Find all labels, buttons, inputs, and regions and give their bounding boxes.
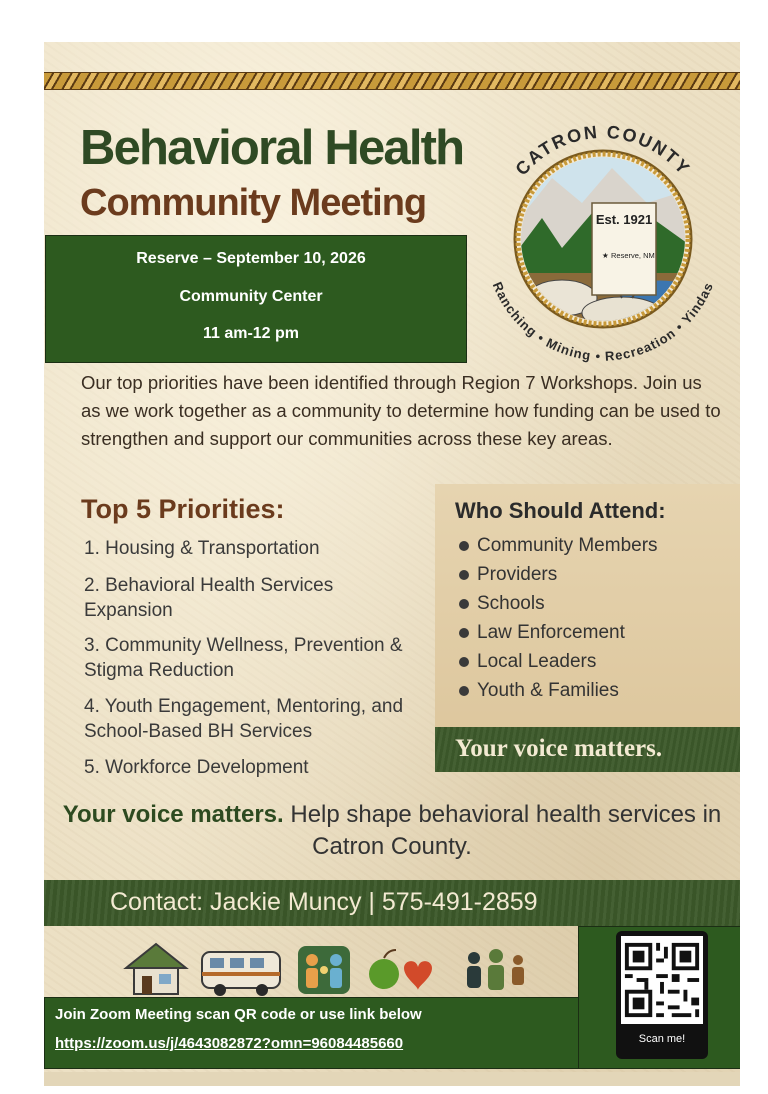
- attendee-item: Law Enforcement: [459, 622, 625, 644]
- qr-code-icon: [621, 936, 703, 1024]
- seal-town: Reserve, NM: [611, 251, 655, 260]
- icon-row: [122, 940, 572, 998]
- event-location-date: Reserve – September 10, 2026: [136, 250, 366, 267]
- voice-matters-band: Your voice matters.: [435, 727, 740, 772]
- seal-top-text: CATRON COUNTY: [511, 121, 695, 180]
- house-icon: [126, 944, 186, 994]
- attendee-item: Local Leaders: [459, 651, 596, 673]
- intro-paragraph: Our top priorities have been identified through Region 7 Workshops. Join us as we work together as a community to determine how funding can be used to strengthen and support our communities across these key areas.: [81, 372, 721, 449]
- zoom-instructions: Join Zoom Meeting scan QR code or use link below: [55, 1006, 422, 1023]
- priority-item-3: 3. Community Wellness, Prevention & Stigma Reduction: [84, 635, 403, 681]
- scan-me-label: Scan me!: [638, 1033, 686, 1045]
- svg-text:★: ★: [602, 251, 609, 260]
- priorities-title: Top 5 Priorities:: [81, 494, 285, 524]
- family-icon: [298, 946, 350, 994]
- attendee-item: Youth & Families: [459, 680, 619, 702]
- bottom-border: [44, 1072, 740, 1086]
- rope-border: [44, 72, 740, 90]
- contact-text: Contact: Jackie Muncy | 575-491-2859: [110, 888, 538, 916]
- rv-van-icon: [202, 952, 280, 996]
- seal-bottom-text: Ranching • Mining • Recreation • Yindas: [489, 279, 717, 364]
- apple-heart-icon: [369, 950, 432, 990]
- catron-county-seal: [472, 108, 734, 370]
- attendee-item: Community Members: [459, 535, 658, 557]
- qr-card[interactable]: [616, 931, 708, 1059]
- event-info-box: [45, 235, 467, 363]
- title-line1: Behavioral Health: [80, 121, 464, 175]
- flyer: [44, 42, 740, 1086]
- contact-band: [44, 880, 740, 926]
- zoom-info-box: [44, 997, 580, 1069]
- event-venue: Community Center: [179, 288, 323, 305]
- call-to-action: Your voice matters. Help shape behavioral health services in Catron County.: [62, 801, 722, 860]
- zoom-link[interactable]: https://zoom.us/j/4643082872?omn=96084485660: [55, 1035, 404, 1052]
- priority-item-1: 1. Housing & Transportation: [84, 538, 320, 559]
- event-time: 11 am-12 pm: [202, 325, 300, 342]
- priority-item-2: 2. Behavioral Health Services Expansion: [84, 575, 334, 621]
- attendee-item: Schools: [459, 593, 545, 615]
- who-should-attend-title: Who Should Attend:: [455, 498, 666, 523]
- people-icon: [467, 949, 524, 990]
- priority-item-4: 4. Youth Engagement, Mentoring, and School-Based BH Services: [84, 696, 404, 742]
- seal-established: Est. 1921: [595, 212, 653, 227]
- who-should-attend-panel: [435, 484, 740, 772]
- attendee-item: Providers: [459, 564, 557, 586]
- priority-item-5: 5. Workforce Development: [84, 757, 309, 778]
- title-line2: Community Meeting: [80, 182, 427, 224]
- qr-box: [578, 926, 740, 1069]
